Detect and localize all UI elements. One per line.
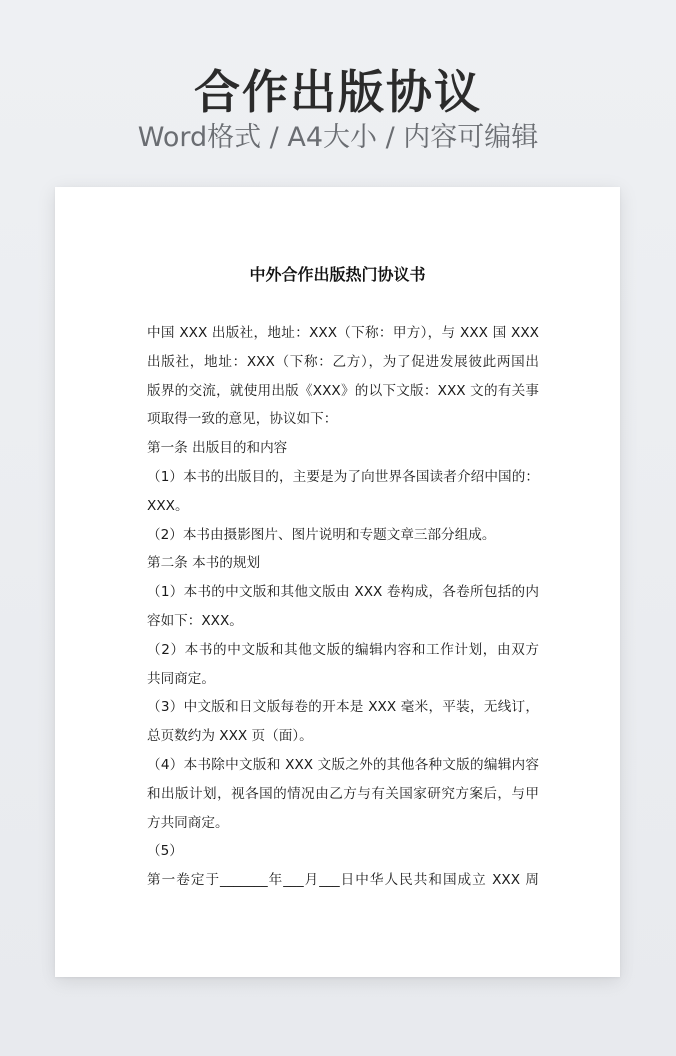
document-line: 中国 XXX 出版社，地址：XXX（下称：甲方），与 XXX 国 XXX xyxy=(147,325,539,341)
document-line: 方共同商定。 xyxy=(147,814,229,831)
document-line: 和出版计划，视各国的情况由乙方与有关国家研究方案后，与甲 xyxy=(147,785,539,802)
document-line: （1）本书的出版目的，主要是为了向世界各国读者介绍中国的： xyxy=(147,468,539,485)
document-line: 第一卷定于_______年___月___日中华人民共和国成立 XXX 周 xyxy=(147,872,539,889)
document-line: 版界的交流，就使用出版《XXX》的以下文版：XXX 文的有关事 xyxy=(147,382,539,399)
article-heading: 第二条 本书的规划 xyxy=(147,555,261,572)
document-line: （1）本书的中文版和其他文版由 XXX 卷构成，各卷所包括的内 xyxy=(147,584,539,601)
document-line: 项取得一致的意见，协议如下： xyxy=(147,411,338,428)
document-line: （4）本书除中文版和 XXX 文版之外的其他各种文版的编辑内容 xyxy=(147,756,539,773)
banner-title: 合作出版协议 xyxy=(194,65,482,119)
document-body xyxy=(147,319,539,895)
document-line: 总页数约为 XXX 页（面）。 xyxy=(147,728,313,745)
document-title: 中外合作出版热门协议书 xyxy=(249,265,426,284)
document-line: 出版社，地址：XXX（下称：乙方），为了促进发展彼此两国出 xyxy=(147,353,539,370)
document-page xyxy=(55,187,620,977)
banner-subtitle: Word格式 / A4大小 / 内容可编辑 xyxy=(137,122,539,153)
document-line: （2）本书的中文版和其他文版的编辑内容和工作计划，由双方 xyxy=(147,641,539,658)
article-heading: 第一条 出版目的和内容 xyxy=(147,440,288,457)
document-line: （3）中文版和日文版每卷的开本是 XXX 毫米，平装，无线订， xyxy=(147,699,539,716)
document-line: （5） xyxy=(147,843,183,860)
document-line: 共同商定。 xyxy=(147,670,215,687)
document-line: （2）本书由摄影图片、图片说明和专题文章三部分组成。 xyxy=(147,526,496,543)
document-line: 容如下：XXX。 xyxy=(147,612,243,629)
document-line: XXX。 xyxy=(147,497,189,514)
